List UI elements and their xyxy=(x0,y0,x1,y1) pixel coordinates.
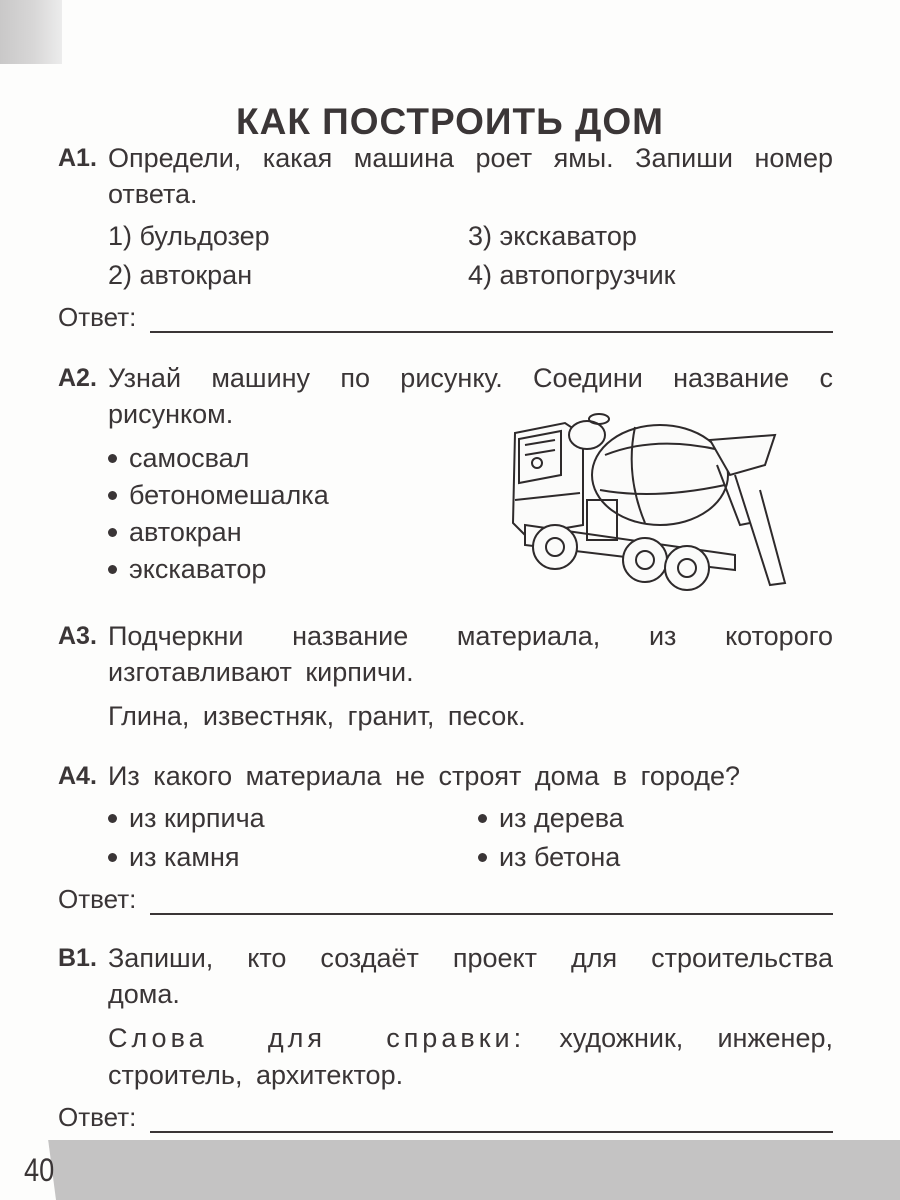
task-a3 xyxy=(58,618,833,735)
task-a4 xyxy=(58,758,833,915)
answer-line[interactable] xyxy=(150,1109,833,1133)
option: 1) бульдозер xyxy=(108,221,270,251)
concrete-mixer-truck-image[interactable] xyxy=(495,405,795,595)
answer-options xyxy=(108,800,833,876)
task-question: Узнай машину по рисунку. Соедини название с рисунком. xyxy=(108,363,833,429)
hint xyxy=(108,1020,833,1094)
task-label: В1. xyxy=(58,944,97,972)
bullet-icon xyxy=(108,565,117,574)
answer-line[interactable] xyxy=(150,891,833,915)
page-corner-shadow xyxy=(0,0,62,64)
option: из кирпича xyxy=(108,800,478,837)
bullet-icon xyxy=(108,491,117,500)
option: из дерева xyxy=(478,800,838,837)
task-label: А4. xyxy=(58,762,97,790)
answer-options xyxy=(108,218,833,294)
page-number: 40 xyxy=(24,1152,55,1188)
answer-row xyxy=(58,302,833,333)
task-question: Запиши, кто создаёт проект для строительства дома. xyxy=(108,943,833,1009)
answer-row xyxy=(58,884,833,915)
task-question: Из какого материала не строят дома в городе? xyxy=(108,761,741,791)
answer-label: Ответ: xyxy=(58,1102,137,1132)
page-title: КАК ПОСТРОИТЬ ДОМ xyxy=(236,100,664,142)
task-question: Определи, какая машина роет ямы. Запиши номер ответа. xyxy=(108,143,833,209)
task-b1 xyxy=(58,940,833,1133)
option: 4) автопогрузчик xyxy=(468,260,676,290)
task-question: Подчеркни название материала, из которого изготавливают кирпичи. xyxy=(108,621,833,687)
task-label: А3. xyxy=(58,622,97,650)
option: 3) экскаватор xyxy=(468,221,637,251)
bullet-icon xyxy=(108,528,117,537)
option: из камня xyxy=(108,839,478,876)
option: из бетона xyxy=(478,839,838,876)
task-label: А2. xyxy=(58,364,97,392)
material-words[interactable]: Глина, известняк, гранит, песок. xyxy=(108,701,526,731)
bullet-icon xyxy=(478,814,487,823)
list-item[interactable]: автокран xyxy=(108,514,833,551)
list-item[interactable]: самосвал xyxy=(108,440,833,477)
answer-label: Ответ: xyxy=(58,884,137,914)
bullet-icon xyxy=(108,454,117,463)
answer-row xyxy=(58,1102,833,1133)
task-a1 xyxy=(58,140,833,333)
bullet-icon xyxy=(108,814,117,823)
option: 2) автокран xyxy=(108,260,253,290)
task-label: А1. xyxy=(58,144,97,172)
bullet-icon xyxy=(108,853,117,862)
hint-words: художник, инженер, строитель, архитектор. xyxy=(108,1023,833,1090)
answer-label: Ответ: xyxy=(58,302,137,332)
footer-band xyxy=(0,1140,900,1200)
list-item[interactable]: бетономешалка xyxy=(108,477,833,514)
hint-label: Слова для справки: xyxy=(108,1023,526,1053)
answer-line[interactable] xyxy=(150,309,833,333)
bullet-icon xyxy=(478,853,487,862)
list-item[interactable]: экскаватор xyxy=(108,551,833,588)
